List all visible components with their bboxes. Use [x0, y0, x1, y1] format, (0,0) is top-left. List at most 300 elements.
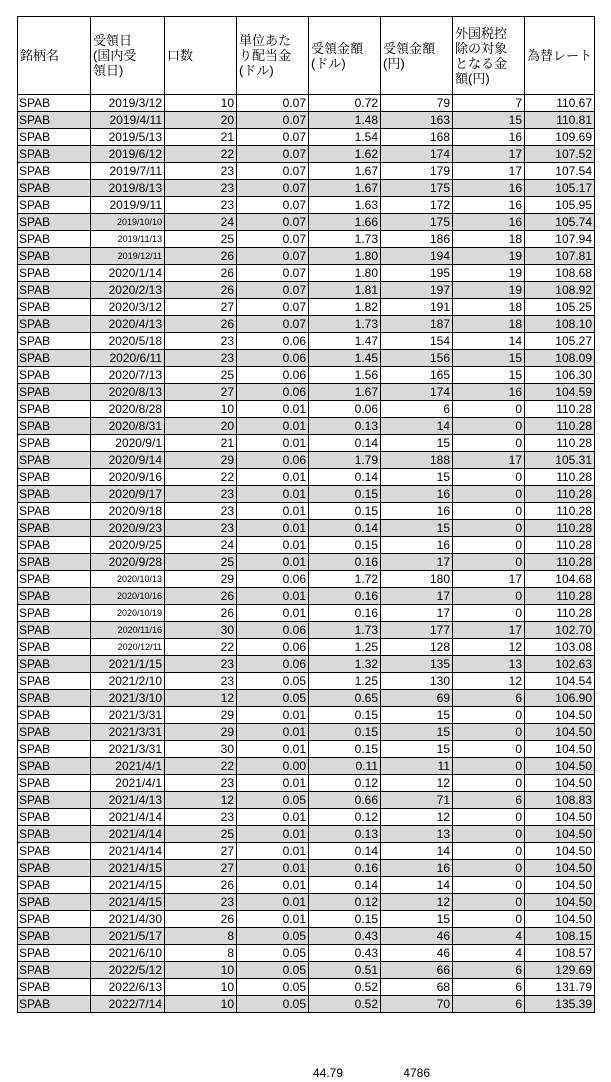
ticker-cell: SPAB	[18, 401, 91, 418]
table-row	[18, 214, 595, 231]
units-cell: 27	[165, 843, 237, 860]
date-cell: 2019/8/13	[91, 180, 165, 197]
amount-usd-cell: 0.16	[309, 860, 381, 877]
tax-credit-cell: 0	[453, 826, 525, 843]
amount-jpy-cell: 14	[381, 418, 453, 435]
tax-credit-cell: 0	[453, 877, 525, 894]
dividend-per-unit-cell: 0.01	[237, 843, 309, 860]
date-cell: 2021/3/10	[91, 690, 165, 707]
table-row	[18, 180, 595, 197]
dividend-per-unit-cell: 0.07	[237, 299, 309, 316]
ticker-cell: SPAB	[18, 656, 91, 673]
amount-usd-cell: 0.52	[309, 979, 381, 996]
units-cell: 23	[165, 809, 237, 826]
ticker-cell: SPAB	[18, 894, 91, 911]
date-cell: 2020/9/17	[91, 486, 165, 503]
exchange-rate-cell: 104.50	[525, 911, 595, 928]
exchange-rate-cell: 104.59	[525, 384, 595, 401]
units-cell: 25	[165, 367, 237, 384]
dividend-per-unit-cell: 0.06	[237, 452, 309, 469]
table-row	[18, 367, 595, 384]
ticker-cell: SPAB	[18, 537, 91, 554]
amount-usd-cell: 1.62	[309, 146, 381, 163]
amount-jpy-cell: 175	[381, 214, 453, 231]
dividend-per-unit-cell: 0.01	[237, 605, 309, 622]
amount-jpy-cell: 180	[381, 571, 453, 588]
table-row	[18, 418, 595, 435]
table-row	[18, 639, 595, 656]
tax-credit-cell: 0	[453, 469, 525, 486]
date-cell: 2022/5/12	[91, 962, 165, 979]
exchange-rate-cell: 107.54	[525, 163, 595, 180]
date-cell: 2019/5/13	[91, 129, 165, 146]
ticker-cell: SPAB	[18, 435, 91, 452]
amount-usd-cell: 1.73	[309, 316, 381, 333]
table-row	[18, 707, 595, 724]
tax-credit-cell: 0	[453, 401, 525, 418]
amount-usd-cell: 1.80	[309, 265, 381, 282]
ticker-cell: SPAB	[18, 809, 91, 826]
exchange-rate-cell: 135.39	[525, 996, 595, 1013]
table-row	[18, 452, 595, 469]
exchange-rate-cell: 131.79	[525, 979, 595, 996]
ticker-cell: SPAB	[18, 826, 91, 843]
ticker-cell: SPAB	[18, 95, 91, 112]
exchange-rate-cell: 110.28	[525, 435, 595, 452]
tax-credit-cell: 18	[453, 299, 525, 316]
ticker-cell: SPAB	[18, 996, 91, 1013]
amount-usd-cell: 0.13	[309, 826, 381, 843]
tax-credit-cell: 15	[453, 367, 525, 384]
amount-jpy-cell: 46	[381, 945, 453, 962]
tax-credit-cell: 18	[453, 231, 525, 248]
tax-credit-cell: 0	[453, 775, 525, 792]
dividend-per-unit-cell: 0.00	[237, 758, 309, 775]
units-cell: 27	[165, 860, 237, 877]
ticker-cell: SPAB	[18, 214, 91, 231]
table-row	[18, 95, 595, 112]
dividend-per-unit-cell: 0.01	[237, 741, 309, 758]
header-exchange-rate: 為替レート	[525, 17, 595, 95]
date-cell: 2022/7/14	[91, 996, 165, 1013]
tax-credit-cell: 16	[453, 384, 525, 401]
date-cell: 2019/4/11	[91, 112, 165, 129]
amount-usd-cell: 1.45	[309, 350, 381, 367]
amount-usd-cell: 0.66	[309, 792, 381, 809]
dividend-per-unit-cell: 0.01	[237, 435, 309, 452]
tax-credit-cell: 6	[453, 996, 525, 1013]
ticker-cell: SPAB	[18, 367, 91, 384]
tax-credit-cell: 0	[453, 741, 525, 758]
exchange-rate-cell: 105.17	[525, 180, 595, 197]
table-row	[18, 775, 595, 792]
dividend-per-unit-cell: 0.07	[237, 146, 309, 163]
date-cell: 2021/2/10	[91, 673, 165, 690]
amount-jpy-cell: 15	[381, 911, 453, 928]
units-cell: 23	[165, 656, 237, 673]
date-cell: 2019/6/12	[91, 146, 165, 163]
amount-usd-cell: 0.06	[309, 401, 381, 418]
dividend-per-unit-cell: 0.07	[237, 197, 309, 214]
amount-jpy-cell: 6	[381, 401, 453, 418]
ticker-cell: SPAB	[18, 282, 91, 299]
amount-usd-cell: 1.47	[309, 333, 381, 350]
date-cell: 2020/6/11	[91, 350, 165, 367]
date-cell: 2020/4/13	[91, 316, 165, 333]
exchange-rate-cell: 104.50	[525, 809, 595, 826]
dividend-per-unit-cell: 0.06	[237, 622, 309, 639]
header-units: 口数	[165, 17, 237, 95]
amount-usd-cell: 0.72	[309, 95, 381, 112]
amount-usd-cell: 1.48	[309, 112, 381, 129]
exchange-rate-cell: 110.28	[525, 401, 595, 418]
amount-jpy-cell: 17	[381, 554, 453, 571]
tax-credit-cell: 19	[453, 248, 525, 265]
tax-credit-cell: 17	[453, 452, 525, 469]
ticker-cell: SPAB	[18, 911, 91, 928]
amount-jpy-cell: 135	[381, 656, 453, 673]
tax-credit-cell: 0	[453, 537, 525, 554]
ticker-cell: SPAB	[18, 860, 91, 877]
units-cell: 26	[165, 588, 237, 605]
ticker-cell: SPAB	[18, 588, 91, 605]
amount-usd-cell: 0.15	[309, 911, 381, 928]
units-cell: 29	[165, 452, 237, 469]
units-cell: 26	[165, 911, 237, 928]
date-cell: 2019/12/11	[91, 248, 165, 265]
amount-usd-cell: 0.13	[309, 418, 381, 435]
amount-jpy-cell: 15	[381, 469, 453, 486]
amount-usd-cell: 0.52	[309, 996, 381, 1013]
units-cell: 26	[165, 316, 237, 333]
amount-jpy-cell: 175	[381, 180, 453, 197]
table-row	[18, 792, 595, 809]
exchange-rate-cell: 102.70	[525, 622, 595, 639]
ticker-cell: SPAB	[18, 163, 91, 180]
amount-usd-cell: 1.66	[309, 214, 381, 231]
units-cell: 23	[165, 503, 237, 520]
amount-usd-cell: 1.72	[309, 571, 381, 588]
ticker-cell: SPAB	[18, 248, 91, 265]
date-cell: 2021/4/14	[91, 809, 165, 826]
table-row	[18, 673, 595, 690]
header-dividend-per-unit: 単位あた り配当金 (ドル)	[237, 17, 309, 95]
table-row	[18, 231, 595, 248]
exchange-rate-cell: 105.27	[525, 333, 595, 350]
dividend-table	[17, 16, 595, 1013]
exchange-rate-cell: 104.50	[525, 894, 595, 911]
table-row	[18, 605, 595, 622]
exchange-rate-cell: 109.69	[525, 129, 595, 146]
dividend-per-unit-cell: 0.01	[237, 520, 309, 537]
date-cell: 2020/9/16	[91, 469, 165, 486]
amount-usd-cell: 1.56	[309, 367, 381, 384]
dividend-per-unit-cell: 0.07	[237, 316, 309, 333]
dividend-per-unit-cell: 0.05	[237, 945, 309, 962]
header-row	[18, 17, 595, 95]
units-cell: 21	[165, 435, 237, 452]
units-cell: 20	[165, 418, 237, 435]
tax-credit-cell: 17	[453, 622, 525, 639]
ticker-cell: SPAB	[18, 129, 91, 146]
exchange-rate-cell: 110.81	[525, 112, 595, 129]
table-row	[18, 996, 595, 1013]
dividend-per-unit-cell: 0.01	[237, 707, 309, 724]
amount-jpy-cell: 168	[381, 129, 453, 146]
table-row	[18, 146, 595, 163]
date-cell: 2019/3/12	[91, 95, 165, 112]
units-cell: 23	[165, 486, 237, 503]
table-row	[18, 503, 595, 520]
amount-jpy-cell: 172	[381, 197, 453, 214]
units-cell: 20	[165, 112, 237, 129]
amount-jpy-cell: 130	[381, 673, 453, 690]
tax-credit-cell: 15	[453, 112, 525, 129]
tax-credit-cell: 0	[453, 707, 525, 724]
table-row	[18, 911, 595, 928]
date-cell: 2019/11/13	[91, 231, 165, 248]
date-cell: 2020/2/13	[91, 282, 165, 299]
amount-usd-cell: 1.73	[309, 622, 381, 639]
table-row	[18, 656, 595, 673]
table-body	[18, 95, 595, 1013]
table-row	[18, 469, 595, 486]
exchange-rate-cell: 105.95	[525, 197, 595, 214]
units-cell: 25	[165, 231, 237, 248]
header-receipt-date: 受領日 (国内受 領日)	[91, 17, 165, 95]
tax-credit-cell: 6	[453, 690, 525, 707]
date-cell: 2019/7/11	[91, 163, 165, 180]
units-cell: 27	[165, 299, 237, 316]
amount-usd-cell: 0.15	[309, 486, 381, 503]
ticker-cell: SPAB	[18, 486, 91, 503]
date-cell: 2021/5/17	[91, 928, 165, 945]
amount-jpy-cell: 12	[381, 809, 453, 826]
table-row	[18, 945, 595, 962]
dividend-per-unit-cell: 0.07	[237, 231, 309, 248]
amount-jpy-cell: 15	[381, 520, 453, 537]
dividend-per-unit-cell: 0.06	[237, 656, 309, 673]
exchange-rate-cell: 105.31	[525, 452, 595, 469]
units-cell: 23	[165, 520, 237, 537]
tax-credit-cell: 4	[453, 928, 525, 945]
amount-jpy-cell: 15	[381, 707, 453, 724]
units-cell: 24	[165, 537, 237, 554]
exchange-rate-cell: 110.28	[525, 503, 595, 520]
ticker-cell: SPAB	[18, 469, 91, 486]
amount-jpy-cell: 186	[381, 231, 453, 248]
amount-usd-cell: 0.14	[309, 435, 381, 452]
tax-credit-cell: 0	[453, 860, 525, 877]
dividend-per-unit-cell: 0.06	[237, 350, 309, 367]
tax-credit-cell: 0	[453, 554, 525, 571]
dividend-per-unit-cell: 0.01	[237, 809, 309, 826]
units-cell: 25	[165, 554, 237, 571]
units-cell: 23	[165, 894, 237, 911]
amount-usd-cell: 0.16	[309, 588, 381, 605]
dividend-per-unit-cell: 0.07	[237, 248, 309, 265]
amount-jpy-cell: 16	[381, 503, 453, 520]
table-row	[18, 843, 595, 860]
amount-usd-cell: 0.14	[309, 843, 381, 860]
units-cell: 21	[165, 129, 237, 146]
amount-jpy-cell: 79	[381, 95, 453, 112]
dividend-per-unit-cell: 0.05	[237, 792, 309, 809]
exchange-rate-cell: 110.28	[525, 418, 595, 435]
amount-usd-cell: 0.15	[309, 537, 381, 554]
date-cell: 2020/9/14	[91, 452, 165, 469]
tax-credit-cell: 0	[453, 520, 525, 537]
date-cell: 2022/6/13	[91, 979, 165, 996]
table-row	[18, 265, 595, 282]
date-cell: 2021/4/13	[91, 792, 165, 809]
units-cell: 26	[165, 265, 237, 282]
table-row	[18, 129, 595, 146]
exchange-rate-cell: 108.92	[525, 282, 595, 299]
amount-jpy-cell: 179	[381, 163, 453, 180]
exchange-rate-cell: 104.50	[525, 758, 595, 775]
ticker-cell: SPAB	[18, 384, 91, 401]
amount-jpy-cell: 16	[381, 860, 453, 877]
tax-credit-cell: 6	[453, 792, 525, 809]
dividend-per-unit-cell: 0.07	[237, 95, 309, 112]
table-row	[18, 809, 595, 826]
amount-usd-cell: 0.15	[309, 707, 381, 724]
dividend-spreadsheet	[17, 16, 595, 1013]
exchange-rate-cell: 108.15	[525, 928, 595, 945]
dividend-per-unit-cell: 0.07	[237, 163, 309, 180]
amount-jpy-cell: 69	[381, 690, 453, 707]
date-cell: 2020/12/11	[91, 639, 165, 656]
table-row	[18, 979, 595, 996]
amount-jpy-cell: 188	[381, 452, 453, 469]
exchange-rate-cell: 105.74	[525, 214, 595, 231]
units-cell: 29	[165, 724, 237, 741]
tax-credit-cell: 12	[453, 639, 525, 656]
amount-jpy-cell: 70	[381, 996, 453, 1013]
tax-credit-cell: 0	[453, 809, 525, 826]
dividend-per-unit-cell: 0.01	[237, 469, 309, 486]
amount-usd-cell: 0.43	[309, 928, 381, 945]
dividend-per-unit-cell: 0.06	[237, 367, 309, 384]
ticker-cell: SPAB	[18, 503, 91, 520]
units-cell: 23	[165, 180, 237, 197]
amount-jpy-cell: 66	[381, 962, 453, 979]
units-cell: 10	[165, 95, 237, 112]
amount-jpy-cell: 174	[381, 146, 453, 163]
table-row	[18, 588, 595, 605]
tax-credit-cell: 19	[453, 265, 525, 282]
dividend-per-unit-cell: 0.01	[237, 503, 309, 520]
units-cell: 12	[165, 690, 237, 707]
units-cell: 29	[165, 571, 237, 588]
dividend-per-unit-cell: 0.07	[237, 265, 309, 282]
units-cell: 24	[165, 214, 237, 231]
amount-usd-cell: 0.14	[309, 520, 381, 537]
amount-jpy-cell: 15	[381, 741, 453, 758]
date-cell: 2020/7/13	[91, 367, 165, 384]
date-cell: 2020/9/25	[91, 537, 165, 554]
total-amount-jpy: 4786	[403, 1066, 430, 1080]
dividend-per-unit-cell: 0.06	[237, 571, 309, 588]
amount-usd-cell: 1.67	[309, 163, 381, 180]
dividend-per-unit-cell: 0.01	[237, 877, 309, 894]
dividend-per-unit-cell: 0.01	[237, 537, 309, 554]
tax-credit-cell: 0	[453, 605, 525, 622]
amount-jpy-cell: 163	[381, 112, 453, 129]
dividend-per-unit-cell: 0.01	[237, 588, 309, 605]
amount-jpy-cell: 12	[381, 894, 453, 911]
date-cell: 2020/9/28	[91, 554, 165, 571]
tax-credit-cell: 14	[453, 333, 525, 350]
amount-jpy-cell: 197	[381, 282, 453, 299]
dividend-per-unit-cell: 0.01	[237, 775, 309, 792]
amount-usd-cell: 1.73	[309, 231, 381, 248]
amount-usd-cell: 0.15	[309, 741, 381, 758]
amount-usd-cell: 1.25	[309, 673, 381, 690]
units-cell: 27	[165, 384, 237, 401]
header-amount-jpy: 受領金額 (円)	[381, 17, 453, 95]
tax-credit-cell: 0	[453, 911, 525, 928]
dividend-per-unit-cell: 0.01	[237, 894, 309, 911]
date-cell: 2021/4/15	[91, 894, 165, 911]
date-cell: 2020/9/18	[91, 503, 165, 520]
amount-usd-cell: 1.81	[309, 282, 381, 299]
exchange-rate-cell: 105.25	[525, 299, 595, 316]
table-row	[18, 384, 595, 401]
amount-jpy-cell: 165	[381, 367, 453, 384]
tax-credit-cell: 0	[453, 843, 525, 860]
date-cell: 2020/5/18	[91, 333, 165, 350]
exchange-rate-cell: 104.50	[525, 775, 595, 792]
dividend-per-unit-cell: 0.01	[237, 911, 309, 928]
dividend-per-unit-cell: 0.01	[237, 418, 309, 435]
table-row	[18, 350, 595, 367]
date-cell: 2021/4/14	[91, 843, 165, 860]
amount-jpy-cell: 16	[381, 486, 453, 503]
table-row	[18, 571, 595, 588]
amount-usd-cell: 0.15	[309, 503, 381, 520]
tax-credit-cell: 12	[453, 673, 525, 690]
ticker-cell: SPAB	[18, 231, 91, 248]
date-cell: 2019/10/10	[91, 214, 165, 231]
units-cell: 22	[165, 758, 237, 775]
table-row	[18, 826, 595, 843]
table-row	[18, 758, 595, 775]
ticker-cell: SPAB	[18, 571, 91, 588]
table-row	[18, 333, 595, 350]
exchange-rate-cell: 104.50	[525, 724, 595, 741]
date-cell: 2020/8/28	[91, 401, 165, 418]
tax-credit-cell: 19	[453, 282, 525, 299]
amount-usd-cell: 1.80	[309, 248, 381, 265]
ticker-cell: SPAB	[18, 945, 91, 962]
date-cell: 2021/3/31	[91, 724, 165, 741]
amount-usd-cell: 0.12	[309, 775, 381, 792]
ticker-cell: SPAB	[18, 299, 91, 316]
amount-jpy-cell: 71	[381, 792, 453, 809]
ticker-cell: SPAB	[18, 673, 91, 690]
exchange-rate-cell: 107.81	[525, 248, 595, 265]
table-row	[18, 163, 595, 180]
exchange-rate-cell: 110.28	[525, 537, 595, 554]
date-cell: 2020/11/16	[91, 622, 165, 639]
dividend-per-unit-cell: 0.05	[237, 690, 309, 707]
table-row	[18, 622, 595, 639]
amount-usd-cell: 1.82	[309, 299, 381, 316]
ticker-cell: SPAB	[18, 928, 91, 945]
ticker-cell: SPAB	[18, 418, 91, 435]
